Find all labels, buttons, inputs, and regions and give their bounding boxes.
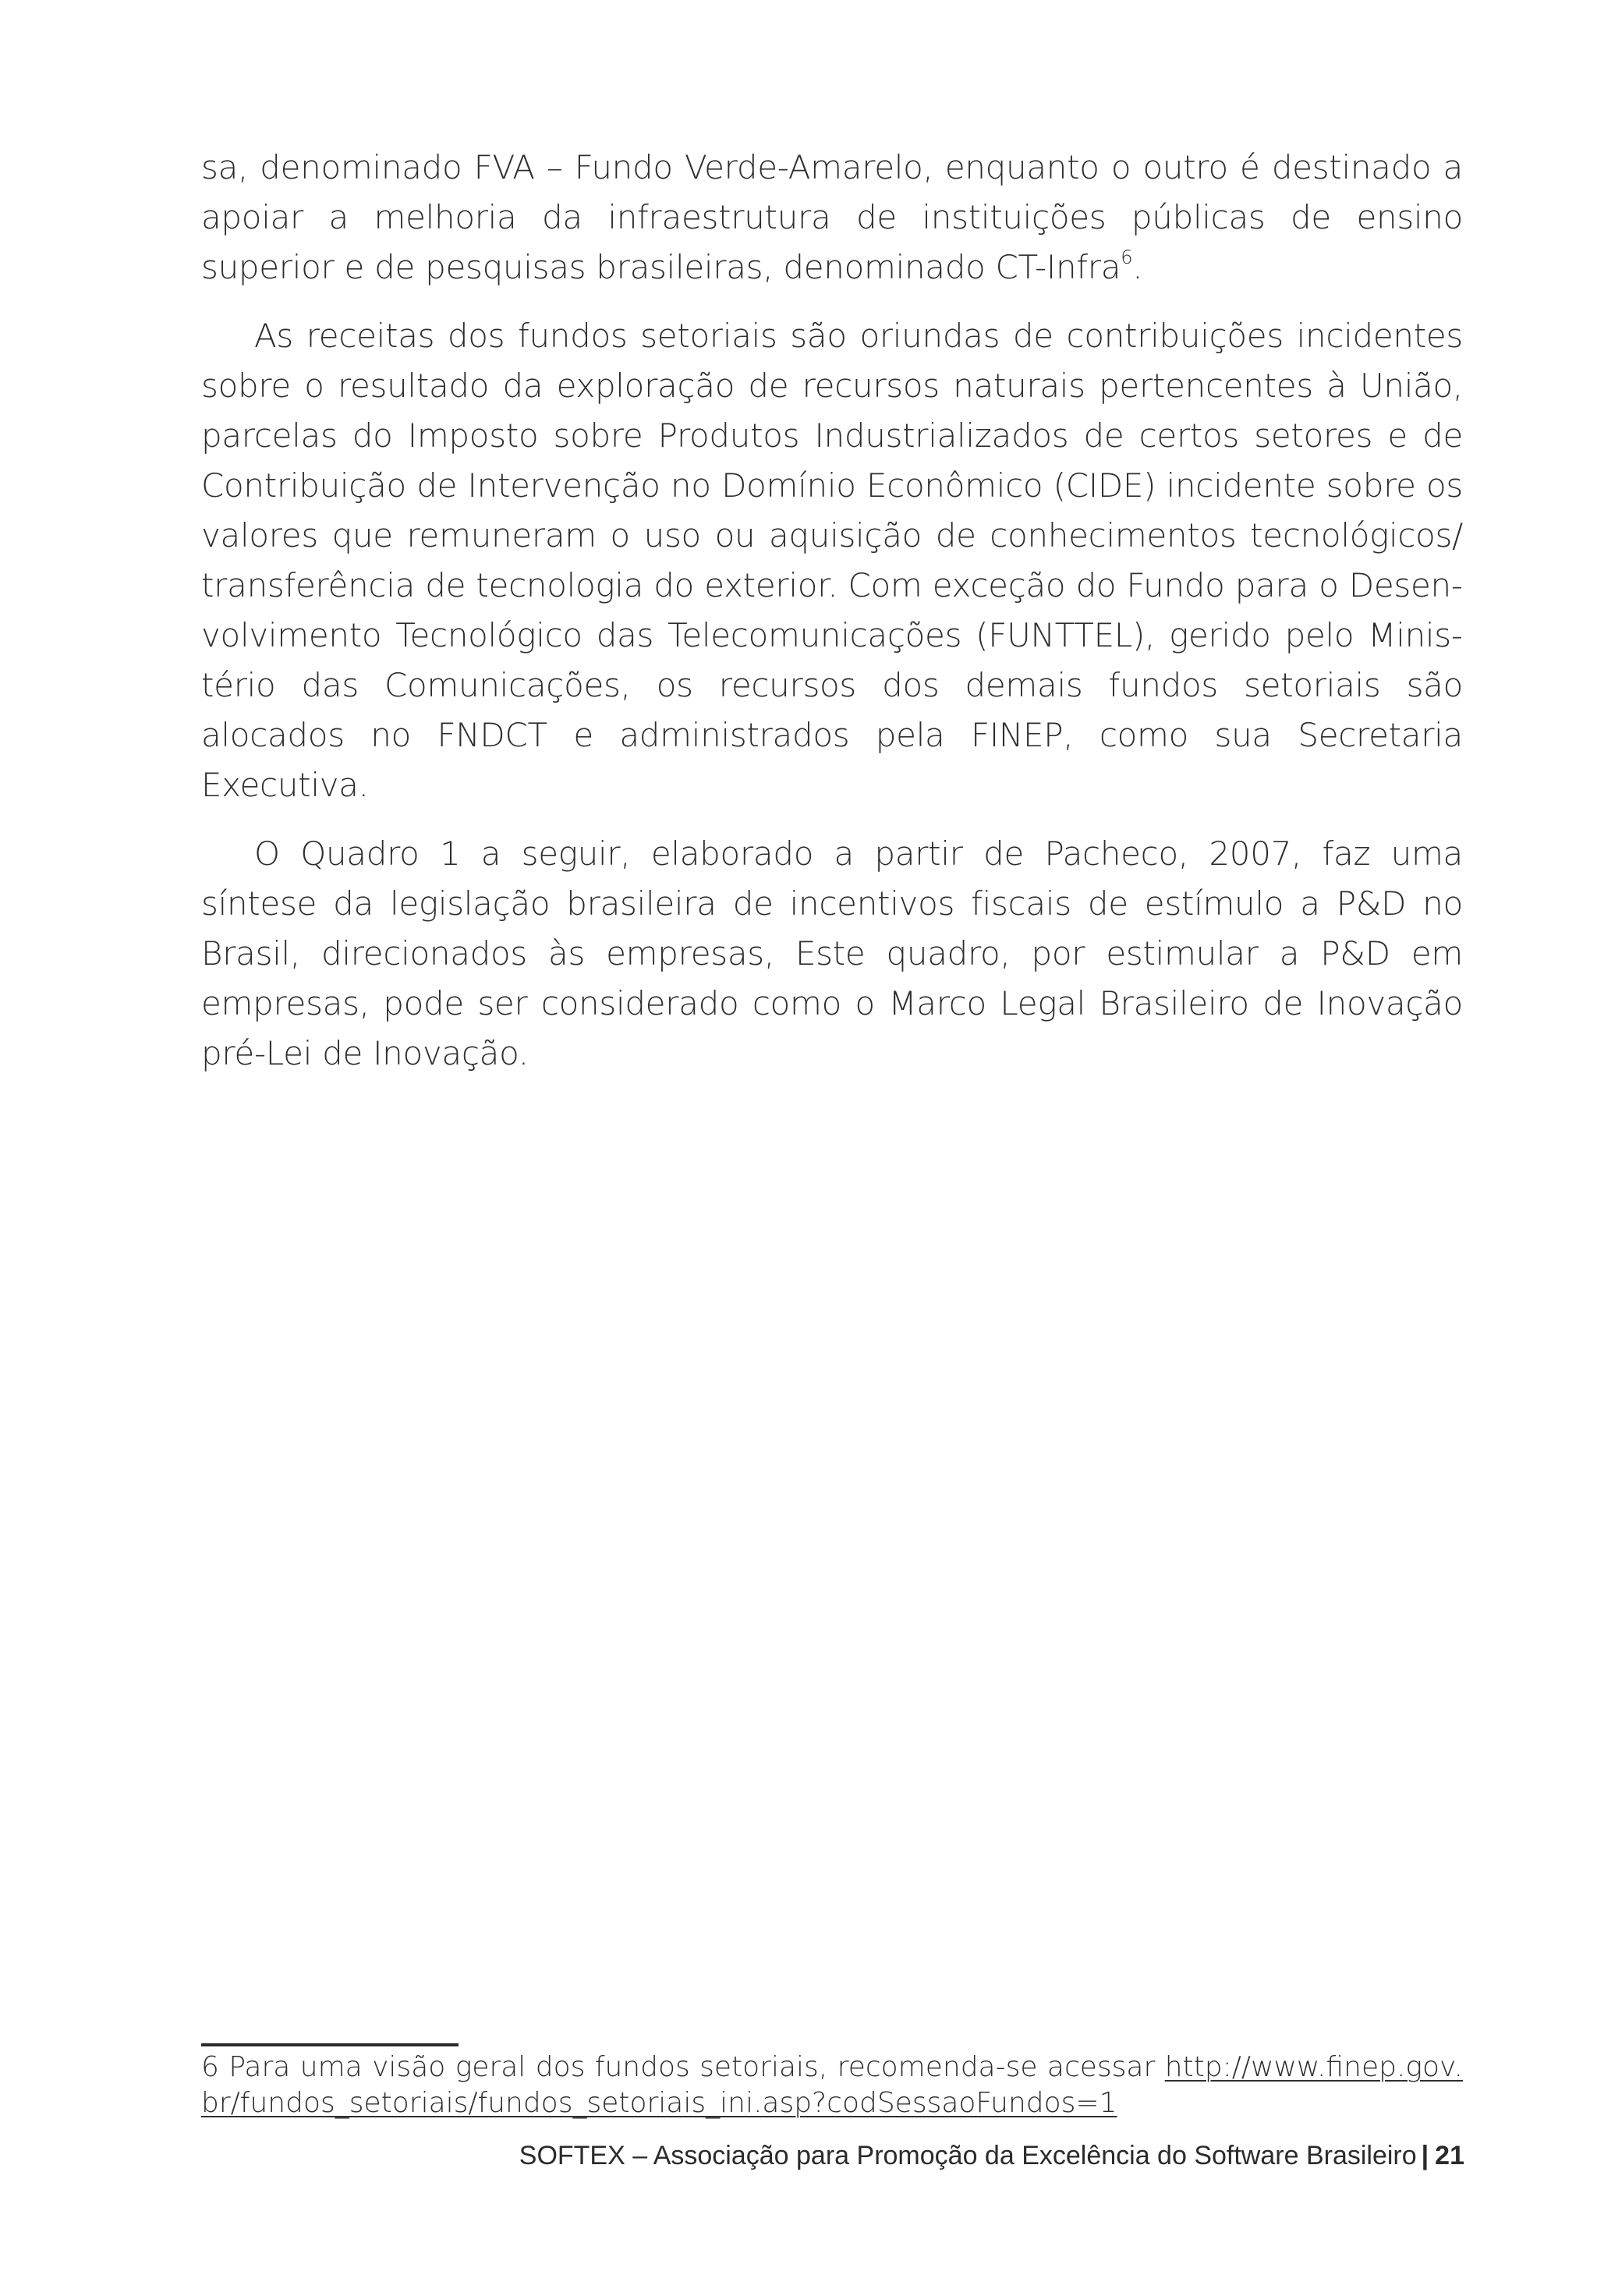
paragraph-1-text: sa, denominado FVA – Fundo Verde-Amarelo, enquanto o outro é destinado a apoiar a melhoria da infraestrutura de instituições públicas de ensino superior e de pesquisas brasileiras, denominado CT-Infra — [201, 148, 1463, 286]
footnote-divider — [201, 2043, 459, 2046]
page-number: 21 — [1435, 2141, 1464, 2170]
paragraph-1 — [201, 143, 1463, 292]
footnote-link[interactable]: http://www.finep.gov.br/fundos_setoriais/fundos_setoriais_ini.asp?codSessaoFundos=1 — [201, 2051, 1463, 2119]
footer-publisher: SOFTEX – Associação para Promoção da Excelência do Software Brasileiro — [519, 2141, 1417, 2170]
footnote-text: 6 Para uma visão geral dos fundos setoriais, recomenda-se acessar — [201, 2051, 1165, 2083]
footnote — [201, 2050, 1463, 2121]
paragraph-3: O Quadro 1 a seguir, elaborado a partir de Pacheco, 2007, faz uma síntese da legislação brasileira de incentivos fiscais de estímulo a P&D no Brasil, direcionados às empresas, Este quadro, por estimular a P&D em empresas, pode ser considerado como o Marco Legal Brasileiro de Inovação pré-Lei de Inovação. — [201, 834, 1463, 1072]
body-text — [201, 143, 1463, 1097]
footer-separator: | — [1421, 2141, 1429, 2170]
page-footer — [519, 2138, 1464, 2173]
footnote-reference[interactable]: 6 — [1121, 246, 1133, 268]
paragraph-2: As receitas dos fundos setoriais são oriundas de contribuições incidentes sobre o resultado da exploração de recursos naturais pertencentes à União, parcelas do Imposto sobre Produtos Industrializados de certos setores e de Contribuição de Intervenção no Domínio Econômico (CIDE) incidente sobre os valores que remuneram o uso ou aquisição de conhecimentos tecnológicos/ transferência de tecnologia do exterior. Com exceção do Fundo para o Desenvolvimento Tecnológico das Telecomunicações (FUNTTEL), gerido pelo Ministério das Comunicações, os recursos dos demais fundos setoriais são alocados no FNDCT e administrados pela FINEP, como sua Secretaria Executiva. — [201, 317, 1463, 804]
paragraph-1-end: . — [1132, 248, 1143, 286]
